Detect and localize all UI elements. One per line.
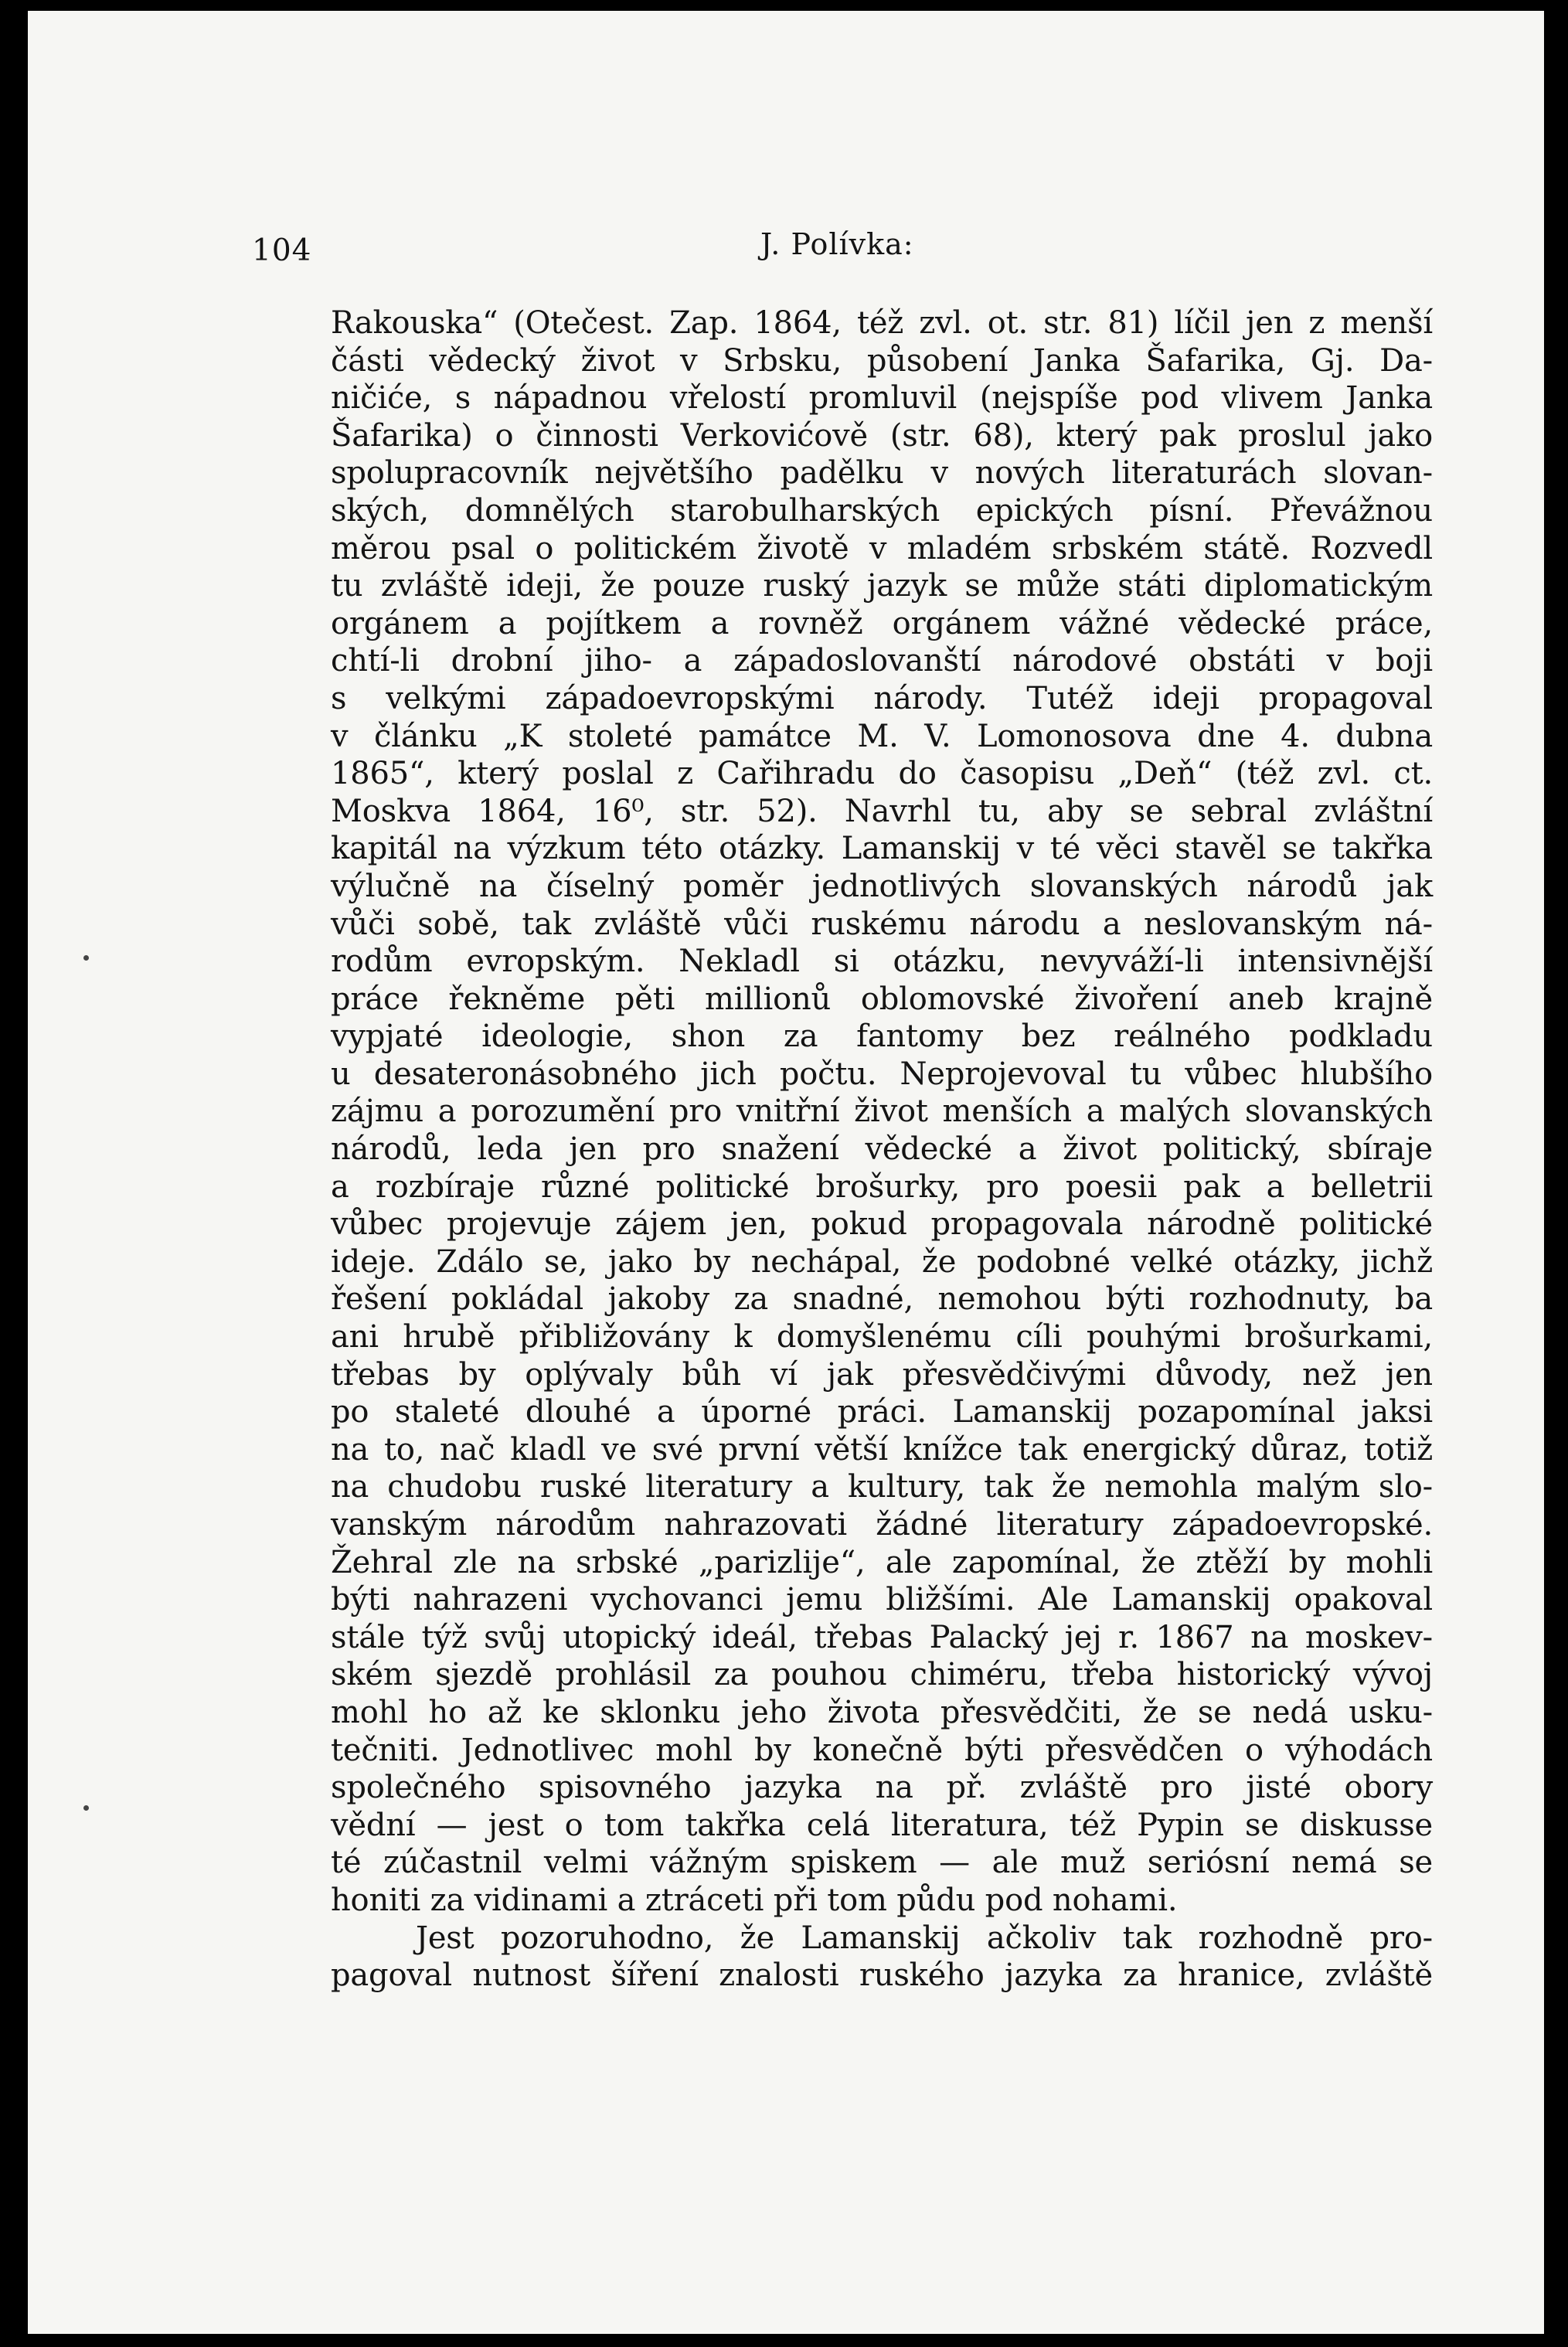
text-line: zájmu a porozumění pro vnitřní život menších a malých slovanských <box>331 1094 1433 1130</box>
text-line: ideje. Zdálo se, jako by nechápal, že podobné velké otázky, jichž <box>331 1243 1433 1280</box>
text-line: té zúčastnil velmi vážným spiskem — ale muž seriósní nemá se <box>331 1845 1433 1881</box>
text-line: spolupracovník největšího padělku v nových literaturách slovan- <box>331 455 1433 492</box>
text-line: chtí-li drobní jiho- a západoslovanští národové obstáti v boji <box>331 643 1433 679</box>
text-line: měrou psal o politickém životě v mladém srbském státě. Rozvedl <box>331 530 1433 566</box>
text-line: po staleté dlouhé a úporné práci. Lamanskij pozapomínal jaksi <box>331 1394 1433 1430</box>
text-line: ském sjezdě prohlásil za pouhou chiméru, třeba historický vývoj <box>331 1657 1433 1693</box>
text-line: vypjaté ideologie, shon za fantomy bez reálného podkladu <box>331 1019 1433 1055</box>
text-line: honiti za vidinami a ztráceti při tom půdu pod nohami. <box>331 1882 1178 1918</box>
text-line: mohl ho až ke sklonku jeho života přesvědčiti, že se nedá usku- <box>331 1694 1433 1730</box>
text-line: stále týž svůj utopický ideál, třebas Palacký jej r. 1867 na moskev- <box>331 1619 1433 1655</box>
text-line: a rozbíraje různé politické brošurky, pro poesii pak a belletrii <box>331 1168 1433 1205</box>
text-line: 1865“, který poslal z Cařihradu do časopisu „Deň“ (též zvl. ct. <box>331 756 1433 792</box>
text-line: s velkými západoevropskými národy. Tutéž ideji propagoval <box>331 680 1433 716</box>
text-line: části vědecký život v Srbsku, působení Janka Šafarika, Gj. Da- <box>331 342 1433 379</box>
text-line: vanským národům nahrazovati žádné literatury západoevropské. <box>331 1507 1433 1543</box>
margin-mark <box>83 1805 89 1811</box>
text-line: vůči sobě, tak zvláště vůči ruskému národu a neslovanským ná- <box>331 906 1433 942</box>
page-header <box>28 227 1544 274</box>
text-line: Rakouska“ (Otečest. Zap. 1864, též zvl. ot. str. 81) líčil jen z menší <box>331 305 1433 341</box>
text-line: ani hrubě přibližovány k domyšlenému cíli pouhými brošurkami, <box>331 1319 1433 1355</box>
text-line: společného spisovného jazyka na př. zvláště pro jisté obory <box>331 1770 1433 1806</box>
text-line: kapitál na výzkum této otázky. Lamanskij v té věci stavěl se takřka <box>331 831 1433 867</box>
text-line: ničiće, s nápadnou vřelostí promluvil (nejspíše pod vlivem Janka <box>331 380 1433 417</box>
text-line: rodům evropským. Nekladl si otázku, nevyváží-li intensivnější <box>331 944 1433 980</box>
text-line: na chudobu ruské literatury a kultury, tak že nemohla malým slo- <box>331 1469 1433 1505</box>
text-line: ských, domnělých starobulharských epických písní. Převážnou <box>331 492 1433 529</box>
text-line: Moskva 1864, 16⁰, str. 52). Navrhl tu, aby se sebral zvláštní <box>331 793 1433 829</box>
text-line: Jest pozoruhodno, že Lamanskij ačkoliv tak rozhodně pro- <box>416 1920 1433 1956</box>
text-line: vůbec projevuje zájem jen, pokud propagovala národně politické <box>331 1206 1433 1243</box>
text-line: práce řekněme pěti millionů oblomovské živoření aneb krajně <box>331 981 1433 1017</box>
running-head: J. Polívka: <box>760 227 914 261</box>
margin-mark <box>83 955 89 961</box>
text-line: tečniti. Jednotlivec mohl by konečně býti přesvědčen o výhodách <box>331 1732 1433 1768</box>
text-line: národů, leda jen pro snažení vědecké a život politický, sbíraje <box>331 1131 1433 1168</box>
text-line: třebas by oplývaly bůh ví jak přesvědčivými důvody, než jen <box>331 1356 1433 1393</box>
text-line: pagoval nutnost šíření znalosti ruského jazyka za hranice, zvláště <box>331 1958 1433 1994</box>
page-number: 104 <box>252 233 312 268</box>
text-line: v článku „K stoleté památce M. V. Lomonosova dne 4. dubna <box>331 718 1433 754</box>
text-line: na to, nač kladl ve své první větší knížce tak energický důraz, totiž <box>331 1431 1433 1468</box>
body-text <box>331 304 1433 1995</box>
text-line: Žehral zle na srbské „parizlije“, ale zapomínal, že ztěží by mohli <box>331 1544 1433 1580</box>
text-line: Šafarika) o činnosti Verkovićově (str. 68), který pak proslul jako <box>331 417 1433 454</box>
text-line: býti nahrazeni vychovanci jemu bližšími. Ale Lamanskij opakoval <box>331 1582 1433 1618</box>
text-line: vědní — jest o tom takřka celá literatura, též Pypin se diskusse <box>331 1807 1433 1843</box>
text-line: u desateronásobného jich počtu. Neprojevoval tu vůbec hlubšího <box>331 1056 1433 1092</box>
text-line: orgánem a pojítkem a rovněž orgánem vážné vědecké práce, <box>331 605 1433 641</box>
book-page <box>28 11 1544 2334</box>
text-line: výlučně na číselný poměr jednotlivých slovanských národů jak <box>331 868 1433 904</box>
scan-border <box>1544 0 1568 2347</box>
text-line: tu zvláště ideji, že pouze ruský jazyk se může státi diplomatickým <box>331 568 1433 604</box>
text-line: řešení pokládal jakoby za snadné, nemohou býti rozhodnuty, ba <box>331 1281 1433 1318</box>
